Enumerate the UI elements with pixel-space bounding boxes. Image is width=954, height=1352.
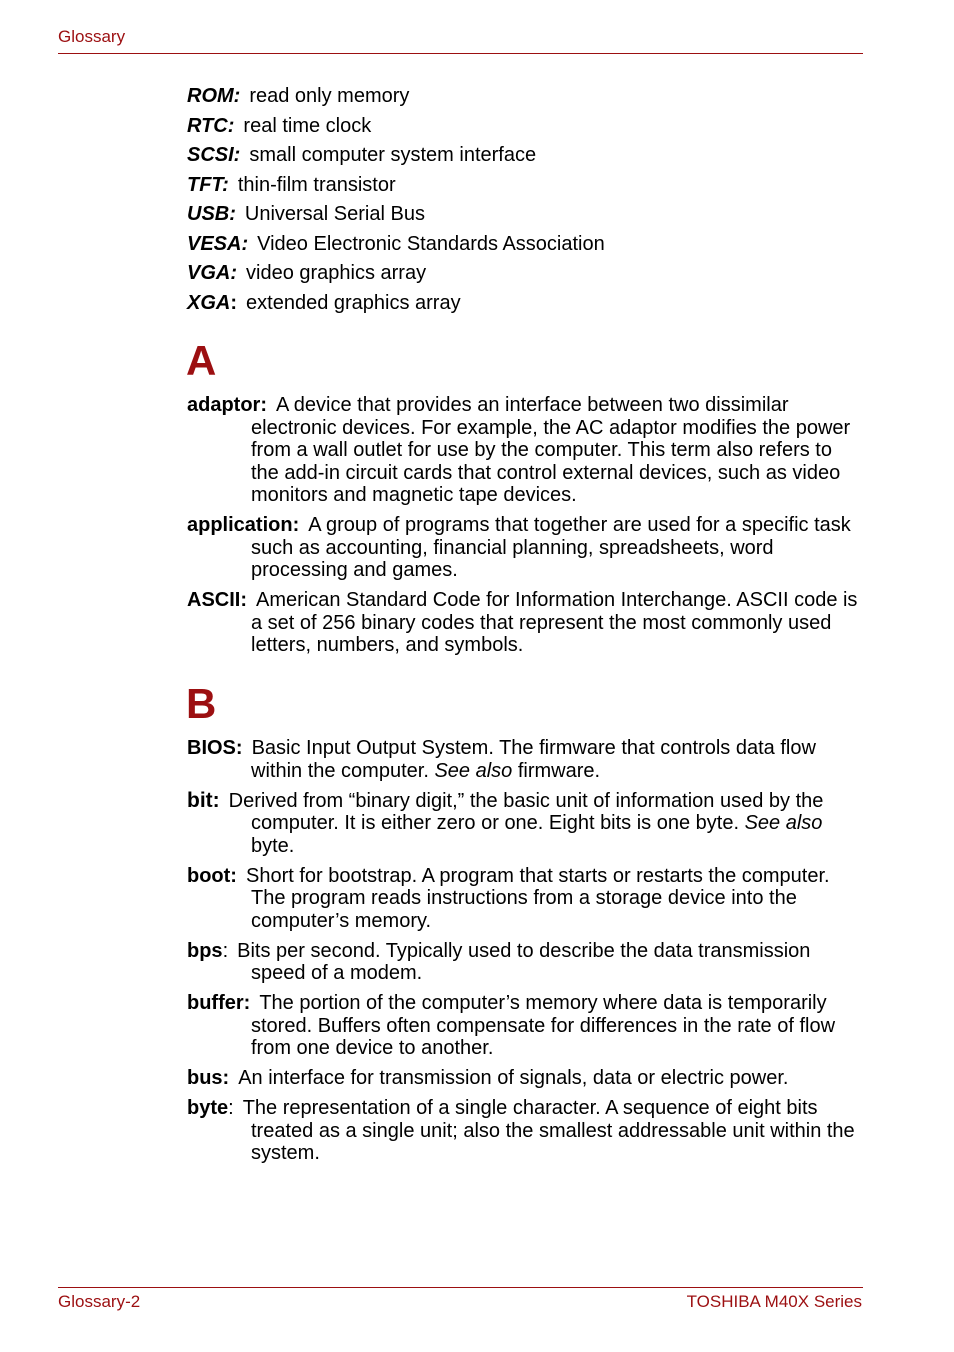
glossary-entry-boot <box>187 865 862 933</box>
abbreviation-item <box>187 84 867 114</box>
abbreviation-item <box>187 173 867 203</box>
abbreviation-term: SCSI: <box>187 144 241 166</box>
glossary-entry-buffer <box>187 992 862 1060</box>
header-title: Glossary <box>58 27 126 46</box>
abbreviation-item <box>187 202 867 232</box>
glossary-entry-byte <box>187 1097 862 1165</box>
abbreviation-item <box>187 114 867 144</box>
abbreviation-separator: : <box>230 291 238 314</box>
entry-definition: The representation of a single character. A sequence of eight bits treated as a single unit; also the smallest addressable unit within the system. <box>242 1097 855 1164</box>
footer-product-name: TOSHIBA M40X Series <box>686 1292 862 1311</box>
entry-term: adaptor: <box>187 394 267 416</box>
abbreviation-definition: small computer system interface <box>249 144 537 166</box>
abbreviation-definition: video graphics array <box>246 262 427 284</box>
entry-definition: Derived from “binary digit,” the basic unit of information used by the computer. It is either zero or one. Eight bits is one byte. <box>228 789 824 834</box>
entry-definition: A group of programs that together are used for a specific task such as accounting, financial planning, spreadsheets, word processing and games. <box>251 514 851 581</box>
glossary-entry-bios <box>187 737 862 782</box>
abbreviation-definition: Universal Serial Bus <box>244 203 425 225</box>
entry-definition: American Standard Code for Information Interchange. ASCII code is a set of 256 binary codes that represent the most commonly used letters, numbers, and symbols. <box>251 589 858 656</box>
footer-page-number: Glossary-2 <box>58 1292 141 1311</box>
glossary-entry-bus <box>187 1067 862 1090</box>
abbreviation-term: VESA: <box>187 232 249 255</box>
entry-term: boot: <box>187 864 237 887</box>
glossary-entry-adaptor <box>187 394 862 507</box>
abbreviation-definition: read only memory <box>249 85 410 107</box>
abbreviation-list <box>187 84 867 320</box>
section-b-entries <box>187 737 862 1172</box>
abbreviation-item <box>187 143 867 173</box>
entry-term: bps <box>187 939 223 962</box>
entry-definition: An interface for transmission of signals, data or electric power. <box>238 1067 789 1089</box>
header-rule <box>58 53 863 54</box>
abbreviation-definition: thin-film transistor <box>237 173 396 196</box>
see-also-label: See also <box>744 812 823 834</box>
abbreviation-item <box>187 232 867 262</box>
abbreviation-term: VGA: <box>187 262 237 284</box>
entry-term: ASCII: <box>187 589 247 611</box>
entry-definition: Bits per second. Typically used to describe the data transmission speed of a modem. <box>237 939 811 984</box>
abbreviation-term: XGA <box>187 291 231 314</box>
glossary-entry-application <box>187 514 862 582</box>
abbreviation-term: TFT: <box>187 173 229 196</box>
abbreviation-definition: Video Electronic Standards Association <box>257 232 605 255</box>
entry-term: bit: <box>187 788 220 812</box>
abbreviation-term: RTC: <box>187 114 235 137</box>
entry-separator: : <box>222 939 229 962</box>
entry-term: BIOS: <box>187 737 243 759</box>
entry-term: byte <box>187 1097 229 1119</box>
entry-definition: Basic Input Output System. The firmware that controls data flow within the computer. <box>251 737 816 782</box>
entry-separator: : <box>228 1097 234 1119</box>
see-also-target: byte. <box>251 834 295 857</box>
see-also-label: See also <box>434 759 513 782</box>
section-letter-b: B <box>186 680 217 727</box>
glossary-entry-ascii <box>187 589 862 657</box>
abbreviation-item <box>187 261 867 291</box>
glossary-entry-bps <box>187 940 862 985</box>
entry-definition: Short for bootstrap. A program that starts or restarts the computer. The program reads instructions from a storage device into the computer’s memory. <box>245 864 830 932</box>
abbreviation-term: USB: <box>187 203 236 225</box>
glossary-entry-bit <box>187 790 862 858</box>
entry-term: bus: <box>187 1067 230 1089</box>
see-also-target: firmware. <box>517 759 601 782</box>
footer-rule <box>58 1287 863 1288</box>
abbreviation-definition: extended graphics array <box>246 291 461 314</box>
entry-term: application: <box>187 514 300 536</box>
section-letter-a: A <box>186 337 217 384</box>
abbreviation-term: ROM: <box>187 85 241 107</box>
entry-definition: A device that provides an interface between two dissimilar electronic devices. For example, the AC adaptor modifies the power from a wall outlet for use by the computer. This term also refers to the add-in circuit cards that control external devices, such as video monitors and magnetic tape devices. <box>251 394 851 506</box>
abbreviation-definition: real time clock <box>243 114 372 137</box>
abbreviation-item <box>187 291 867 321</box>
entry-term: buffer: <box>187 992 251 1014</box>
entry-definition: The portion of the computer’s memory where data is temporarily stored. Buffers often compensate for differences in the rate of flow from one device to another. <box>251 992 836 1059</box>
section-a-entries <box>187 394 862 664</box>
